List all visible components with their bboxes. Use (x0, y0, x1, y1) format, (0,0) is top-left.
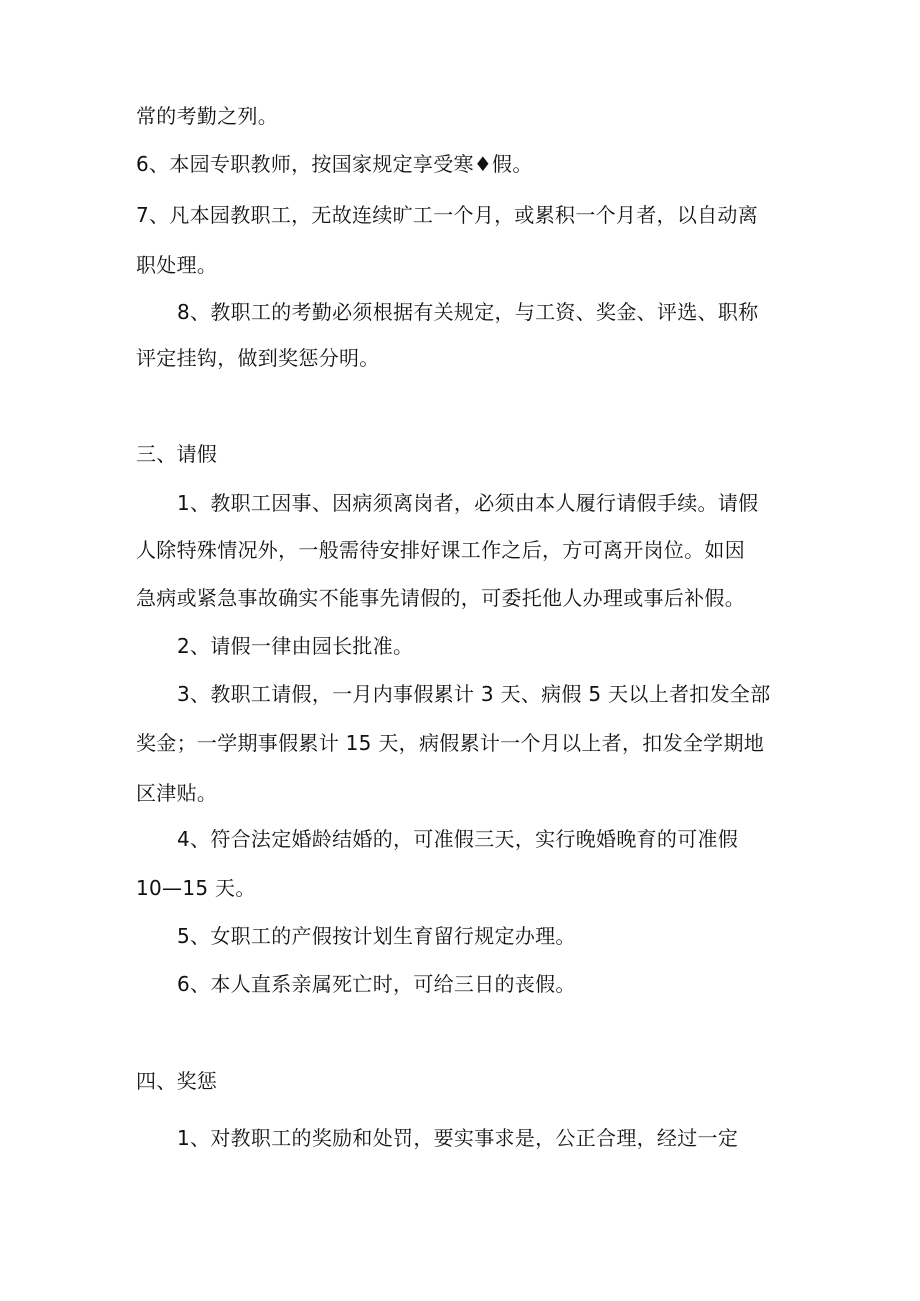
list-item-3-4-line2: 10—15 天。 (136, 876, 256, 900)
list-item-3-6: 6、本人直系亲属死亡时，可给三日的丧假。 (177, 972, 576, 996)
list-item-2-7-line1: 7、凡本园教职工，无故连续旷工一个月，或累积一个月者，以自动离 (136, 203, 759, 227)
list-item-2-7-line2: 职处理。 (136, 253, 218, 277)
list-item-3-1-line1: 1、教职工因事、因病须离岗者，必须由本人履行请假手续。请假 (177, 491, 759, 515)
list-item-3-2: 2、请假一律由园长批准。 (177, 634, 414, 658)
list-item-3-1-line2: 人除特殊情况外，一般需待安排好课工作之后，方可离开岗位。如因 (136, 538, 745, 562)
list-item-3-1-line3: 急病或紧急事故确实不能事先请假的，可委托他人办理或事后补假。 (136, 586, 745, 610)
paragraph-continuation: 常的考勤之列。 (136, 104, 279, 128)
section-heading-leave: 三、请假 (136, 442, 218, 466)
list-item-2-8-line1: 8、教职工的考勤必须根据有关规定，与工资、奖金、评选、职称 (177, 300, 759, 324)
list-item-2-8-line2: 评定挂钩，做到奖惩分明。 (136, 346, 380, 370)
section-heading-rewards: 四、奖惩 (136, 1069, 218, 1093)
list-item-3-3-line2: 奖金；一学期事假累计 15 天，病假累计一个月以上者，扣发全学期地 (136, 731, 765, 755)
list-item-3-4-line1: 4、符合法定婚龄结婚的，可准假三天，实行晚婚晚育的可准假 (177, 827, 739, 851)
list-item-3-5: 5、女职工的产假按计划生育留行规定办理。 (177, 924, 576, 948)
list-item-3-3-line1: 3、教职工请假，一月内事假累计 3 天、病假 5 天以上者扣发全部 (177, 682, 771, 706)
list-item-2-6: 6、本园专职教师，按国家规定享受寒♦假。 (136, 152, 533, 176)
list-item-3-3-line3: 区津贴。 (136, 781, 218, 805)
list-item-4-1-line1: 1、对教职工的奖励和处罚，要实事求是，公正合理，经过一定 (177, 1126, 739, 1150)
